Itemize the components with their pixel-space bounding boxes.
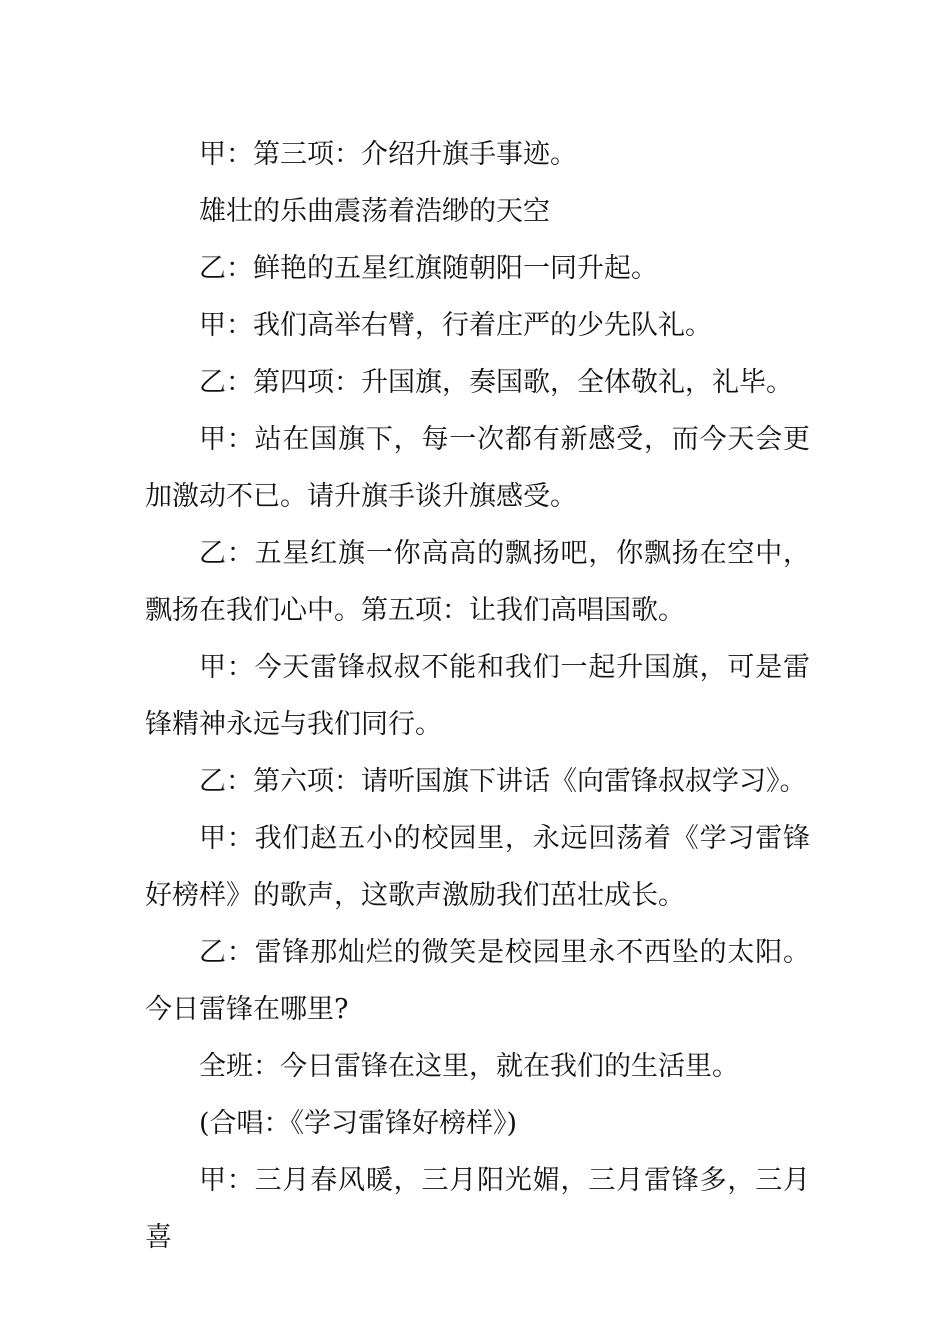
paragraph-9: 乙：第六项：请听国旗下讲话《向雷锋叔叔学习》。: [199, 766, 807, 797]
paragraph-4: 甲：我们高举右臂，行着庄严的少先队礼。: [199, 310, 712, 341]
paragraph-13: (合唱：《学习雷锋好榜样》): [199, 1108, 518, 1139]
paragraph-6: 甲：站在国旗下，每一次都有新感受，而今天会更加激动不已。请升旗手谈升旗感受。: [145, 424, 810, 512]
paragraph-3: 乙：鲜艳的五星红旗随朝阳一同升起。: [199, 253, 658, 284]
paragraph-10: 甲：我们赵五小的校园里，永远回荡着《学习雷锋好榜样》的歌声，这歌声激励我们茁壮成长。: [145, 823, 810, 911]
paragraph-2: 雄壮的乐曲震荡着浩缈的天空: [199, 196, 550, 227]
paragraph-5: 乙：第四项：升国旗，奏国歌，全体敬礼，礼毕。: [199, 367, 793, 398]
paragraph-1: 甲：第三项：介绍升旗手事迹。: [199, 139, 577, 170]
paragraph-14: 甲：三月春风暖，三月阳光媚，三月雷锋多，三月喜: [145, 1165, 810, 1253]
paragraph-12: 全班：今日雷锋在这里，就在我们的生活里。: [199, 1051, 739, 1082]
paragraph-7: 乙：五星红旗一你高高的飘扬吧，你飘扬在空中，飘扬在我们心中。第五项：让我们高唱国歌。: [145, 538, 810, 626]
body-text: [145, 126, 810, 1266]
paragraph-8: 甲：今天雷锋叔叔不能和我们一起升国旗，可是雷锋精神永远与我们同行。: [145, 652, 810, 740]
paragraph-11: 乙：雷锋那灿烂的微笑是校园里永不西坠的太阳。今日雷锋在哪里?: [145, 937, 810, 1025]
